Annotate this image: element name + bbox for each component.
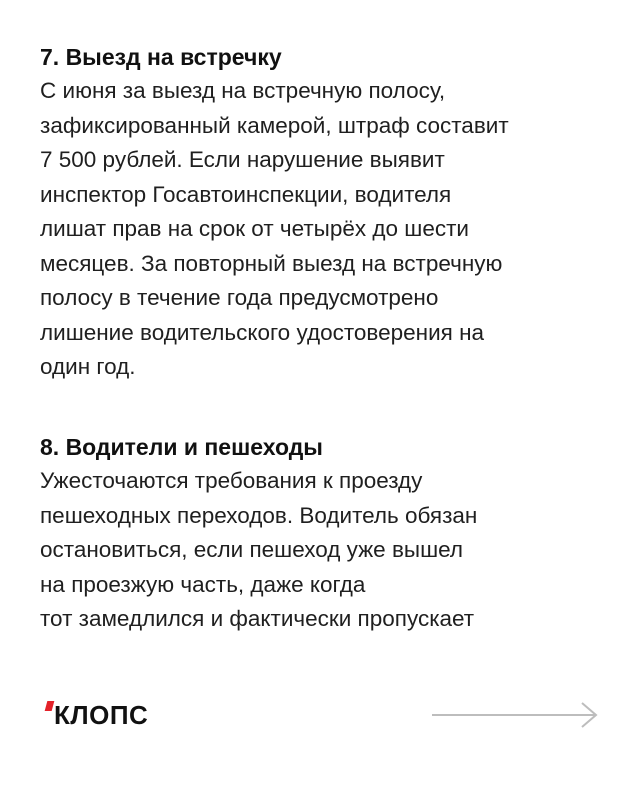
body-line: 7 500 рублей. Если нарушение выявит [40, 147, 445, 172]
body-line: месяцев. За повторный выезд на встречную [40, 250, 503, 276]
footer [40, 697, 600, 733]
body-line: лишат прав на срок от четырёх до шести [40, 216, 469, 241]
body-line: лишение водительского удостоверения на [40, 319, 485, 345]
body-line: на проезжую часть, даже когда [40, 571, 366, 597]
arrow-right-icon[interactable] [432, 701, 600, 729]
body-line: остановиться, если пешеход уже вышел [40, 537, 464, 562]
body-line: инспектор Госавтоинспекции, водителя [40, 181, 452, 207]
body-line: один год. [40, 354, 136, 379]
section-heading: 8. Водители и пешеходы [40, 434, 323, 460]
body-line: зафиксированный камерой, штраф составит [40, 112, 509, 138]
section-body [40, 464, 610, 637]
body-line: тот замедлился и фактически пропускает [40, 606, 475, 631]
section-body [40, 74, 610, 385]
body-line: Ужесточаются требования к проезду [40, 468, 423, 493]
section-heading: 7. Выезд на встречку [40, 44, 282, 70]
klops-logo [46, 697, 149, 733]
logo-accent-mark [45, 701, 55, 711]
section-drivers-pedestrians [40, 430, 610, 637]
body-line: пешеходных переходов. Водитель обязан [40, 502, 478, 528]
body-line: С июня за выезд на встречную полосу, [40, 78, 446, 103]
logo-text: КЛОПС [54, 700, 149, 730]
section-oncoming-lane [40, 40, 610, 385]
body-line: полосу в течение года предусмотрено [40, 285, 439, 310]
